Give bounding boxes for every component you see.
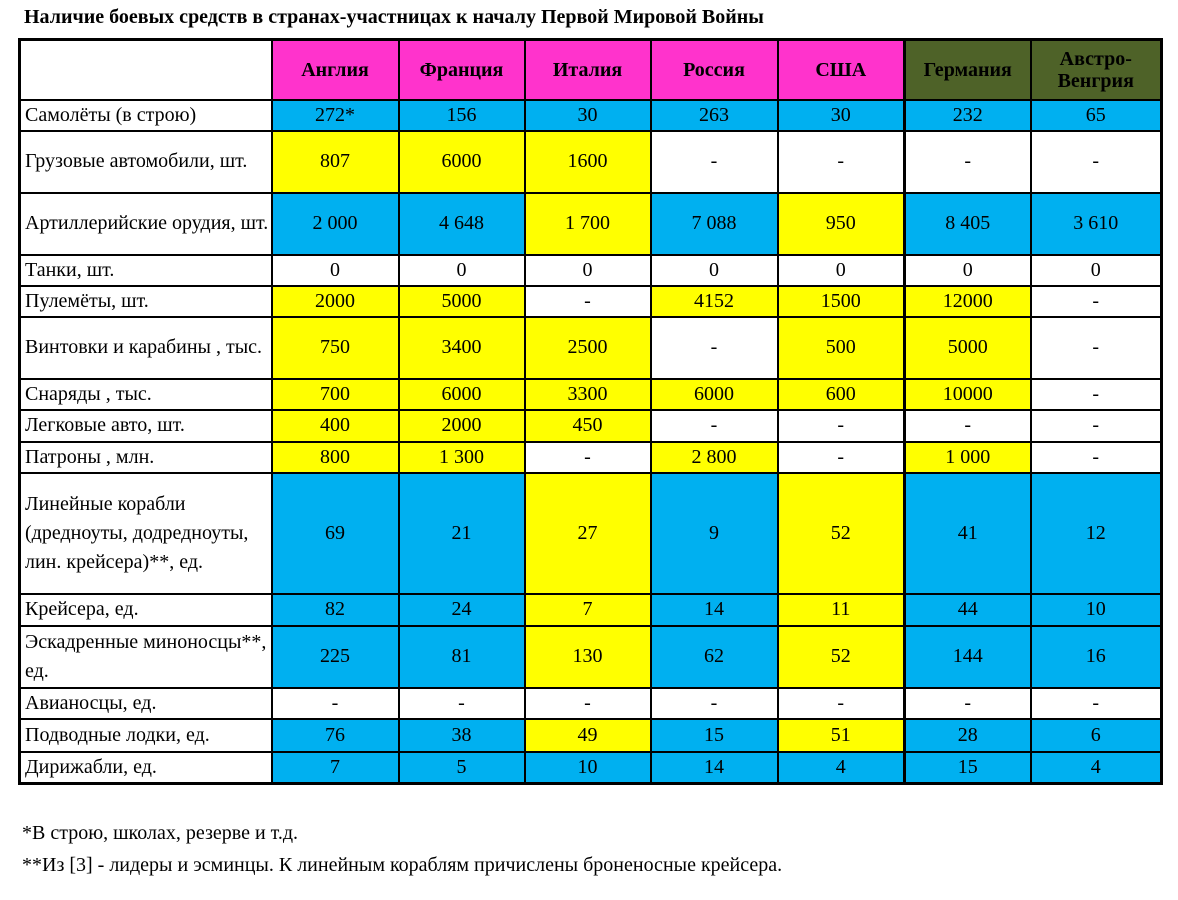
table-title: Наличие боевых средств в странах-участницах к началу Первой Мировой Войны [24,6,764,28]
table-cell: - [651,410,778,442]
row-label: Подводные лодки, ед. [20,719,272,752]
table-cell: 130 [525,626,651,688]
table-cell: 5 [399,752,525,784]
table-row [20,317,1162,379]
table-cell: 6000 [651,379,778,410]
table-row [20,719,1162,752]
table-row [20,626,1162,688]
row-label: Артиллерийские орудия, шт. [20,193,272,255]
table-cell: 7 [525,594,651,626]
table-cell: 1500 [778,286,905,317]
table-row [20,752,1162,784]
table-cell: 4 [1031,752,1162,784]
table-row [20,688,1162,719]
table-cell: 7 [272,752,399,784]
table-cell: 4 [778,752,905,784]
table-cell: 10 [525,752,651,784]
table-cell: 30 [525,100,651,131]
row-label: Пулемёты, шт. [20,286,272,317]
table-cell: - [399,688,525,719]
row-label: Авианосцы, ед. [20,688,272,719]
table-row [20,594,1162,626]
table-cell: 1 000 [905,442,1031,473]
table-cell: - [905,131,1031,193]
table-row [20,473,1162,594]
table-cell: 52 [778,473,905,594]
row-label: Снаряды , тыс. [20,379,272,410]
table-cell: 450 [525,410,651,442]
table-cell: - [905,410,1031,442]
table-cell: 144 [905,626,1031,688]
row-label: Дирижабли, ед. [20,752,272,784]
table-cell: 950 [778,193,905,255]
table-cell: 30 [778,100,905,131]
table-cell: - [778,131,905,193]
row-label: Легковые авто, шт. [20,410,272,442]
table-cell: 400 [272,410,399,442]
country-header: Франция [399,40,525,100]
table-cell: - [1031,410,1162,442]
country-header: США [778,40,905,100]
table-cell: 12000 [905,286,1031,317]
table-cell: - [778,688,905,719]
table-cell: 44 [905,594,1031,626]
table-cell: 16 [1031,626,1162,688]
table-cell: 1 700 [525,193,651,255]
table-cell: 0 [905,255,1031,286]
table-cell: 21 [399,473,525,594]
table-cell: 82 [272,594,399,626]
table-row [20,100,1162,131]
table-cell: 52 [778,626,905,688]
table-cell: 41 [905,473,1031,594]
header-row [20,40,1162,100]
table-cell: 232 [905,100,1031,131]
footnotes [22,817,782,881]
table-cell: - [1031,286,1162,317]
table-row [20,131,1162,193]
table-cell: 1 300 [399,442,525,473]
table-cell: 49 [525,719,651,752]
table-cell: 5000 [905,317,1031,379]
table-cell: 0 [272,255,399,286]
country-header: Австро-Венгрия [1031,40,1162,100]
table-row [20,442,1162,473]
table-cell: 4152 [651,286,778,317]
table-cell: 2 000 [272,193,399,255]
table-cell: 225 [272,626,399,688]
table-cell: 0 [778,255,905,286]
row-label: Винтовки и карабины , тыс. [20,317,272,379]
table-cell: 1600 [525,131,651,193]
table-cell: 12 [1031,473,1162,594]
table-cell: - [525,286,651,317]
table-cell: 6 [1031,719,1162,752]
table-cell: 15 [905,752,1031,784]
table-cell: 6000 [399,379,525,410]
table-cell: 14 [651,594,778,626]
table-cell: 8 405 [905,193,1031,255]
table-cell: 807 [272,131,399,193]
table-cell: 10000 [905,379,1031,410]
table-cell: - [525,442,651,473]
table-cell: 800 [272,442,399,473]
table-cell: 2000 [399,410,525,442]
table-cell: 10 [1031,594,1162,626]
table-cell: 156 [399,100,525,131]
row-label: Патроны , млн. [20,442,272,473]
table-cell: 0 [525,255,651,286]
country-header: Италия [525,40,651,100]
table-cell: 600 [778,379,905,410]
row-label: Танки, шт. [20,255,272,286]
table-cell: 2500 [525,317,651,379]
row-label: Эскадренные миноносцы**, ед. [20,626,272,688]
table-cell: 3300 [525,379,651,410]
table-cell: - [1031,688,1162,719]
table-cell: - [525,688,651,719]
table-cell: - [905,688,1031,719]
table-row [20,255,1162,286]
table-cell: 7 088 [651,193,778,255]
table-cell: 28 [905,719,1031,752]
table-cell: 272* [272,100,399,131]
row-label: Линейные корабли (дредноуты, додредноуты, лин. крейсера)**, ед. [20,473,272,594]
footnote: *В строю, школах, резерве и т.д. [22,822,299,844]
country-header: Германия [905,40,1031,100]
table-cell: - [651,688,778,719]
footnote: **Из [3] - лидеры и эсминцы. К линейным кораблям причислены броненосные крейсера. [22,854,783,876]
table-row [20,286,1162,317]
table-cell: 500 [778,317,905,379]
table-cell: - [1031,442,1162,473]
table-cell: - [1031,379,1162,410]
table-cell: 27 [525,473,651,594]
table-cell: 9 [651,473,778,594]
row-label: Крейсера, ед. [20,594,272,626]
table-cell: - [272,688,399,719]
table-cell: 3 610 [1031,193,1162,255]
row-label: Грузовые автомобили, шт. [20,131,272,193]
table-cell: 11 [778,594,905,626]
table-cell: 14 [651,752,778,784]
row-label: Самолёты (в строю) [20,100,272,131]
table-cell: 24 [399,594,525,626]
table-cell: 38 [399,719,525,752]
header-corner [20,40,272,100]
country-header: Англия [272,40,399,100]
table-cell: 2 800 [651,442,778,473]
table-cell: 0 [1031,255,1162,286]
table-cell: 0 [651,255,778,286]
table-cell: 750 [272,317,399,379]
table-cell: - [1031,131,1162,193]
weapons-table [18,38,1163,785]
table-cell: 3400 [399,317,525,379]
table-cell: 65 [1031,100,1162,131]
table-cell: 700 [272,379,399,410]
table-cell: 4 648 [399,193,525,255]
table-cell: 76 [272,719,399,752]
table-cell: - [651,317,778,379]
table-cell: 81 [399,626,525,688]
table-cell: - [778,410,905,442]
table-cell: - [651,131,778,193]
table-row [20,193,1162,255]
table-cell: 51 [778,719,905,752]
table-cell: 0 [399,255,525,286]
table-cell: - [778,442,905,473]
table-cell: 263 [651,100,778,131]
table-row [20,410,1162,442]
table-cell: 6000 [399,131,525,193]
table-cell: - [1031,317,1162,379]
table-row [20,379,1162,410]
country-header: Россия [651,40,778,100]
table-cell: 15 [651,719,778,752]
table-cell: 62 [651,626,778,688]
table-cell: 5000 [399,286,525,317]
table-cell: 69 [272,473,399,594]
table-cell: 2000 [272,286,399,317]
